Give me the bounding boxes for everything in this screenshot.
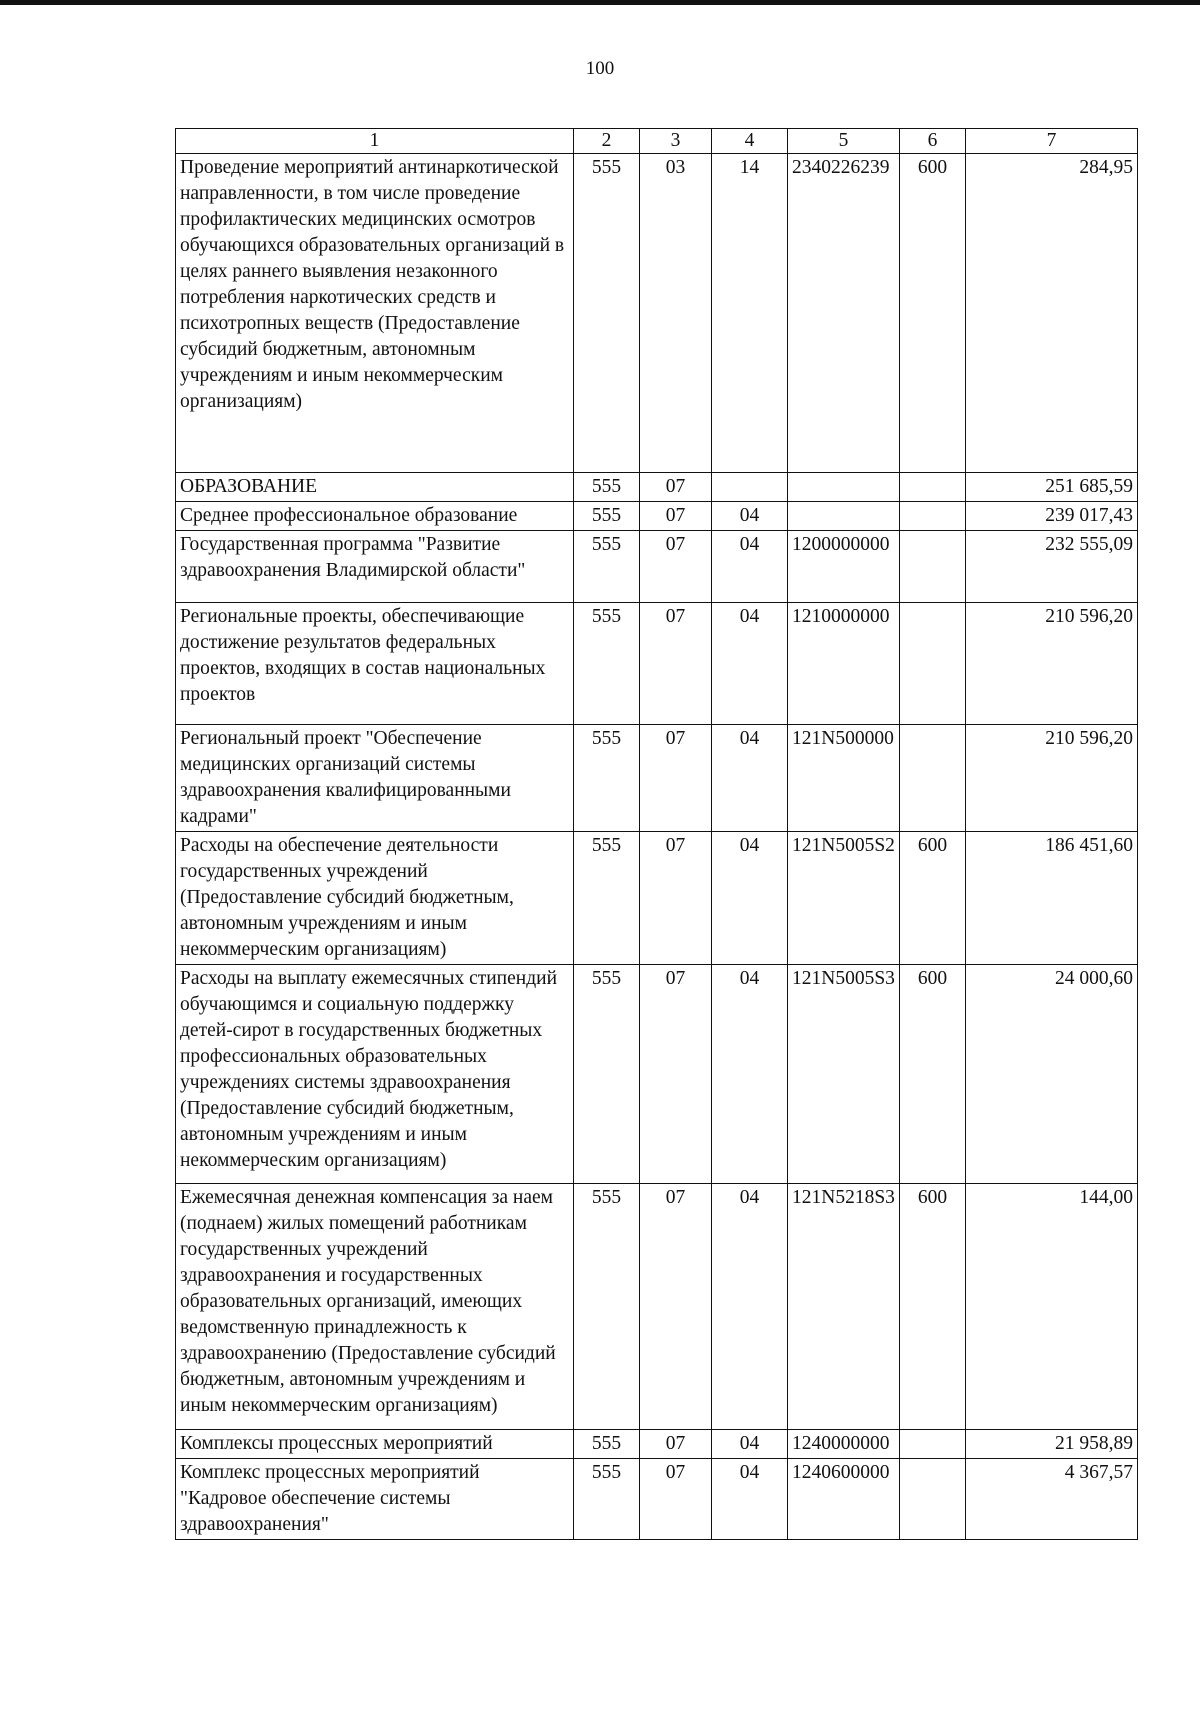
row-subsection-cell: 04 [712,1184,788,1430]
row-subsection-cell: 04 [712,1459,788,1540]
row-section-cell: 07 [640,473,712,502]
row-name-cell: Комплексы процессных мероприятий [176,1430,574,1459]
row-grbs-cell: 555 [574,832,640,965]
row-section-cell: 03 [640,154,712,473]
row-subsection-cell [712,473,788,502]
row-target-article-cell: 1240600000 [788,1459,900,1540]
header-col-5: 5 [788,129,900,154]
row-expense-type-cell [900,1430,966,1459]
header-col-6: 6 [900,129,966,154]
row-section-cell: 07 [640,725,712,832]
row-name-cell: Комплекс процессных мероприятий "Кадровое обеспечение системы здравоохранения" [176,1459,574,1540]
page-number: 100 [585,58,615,79]
row-section-cell: 07 [640,502,712,531]
table-row [176,603,1138,725]
row-name-cell: Региональные проекты, обеспечивающие достижение результатов федеральных проектов, входящих в состав национальных проектов [176,603,574,725]
row-section-cell: 07 [640,1459,712,1540]
header-col-2: 2 [574,129,640,154]
row-section-cell: 07 [640,832,712,965]
row-subsection-cell: 04 [712,1430,788,1459]
row-amount-cell: 144,00 [966,1184,1138,1430]
row-target-article-cell: 121N500000 [788,725,900,832]
row-section-cell: 07 [640,965,712,1184]
table-row [176,473,1138,502]
table-row [176,154,1138,473]
row-subsection-cell: 04 [712,502,788,531]
table-row [176,965,1138,1184]
row-amount-cell: 239 017,43 [966,502,1138,531]
row-name-cell: Государственная программа "Развитие здравоохранения Владимирской области" [176,531,574,603]
row-subsection-cell: 04 [712,965,788,1184]
row-name-cell: Расходы на обеспечение деятельности государственных учреждений (Предоставление субсидий бюджетным, автономным учреждениям и иным некоммерческим организациям) [176,832,574,965]
row-name-cell: Расходы на выплату ежемесячных стипендий обучающимся и социальную поддержку детей-сирот в государственных бюджетных профессиональных образовательных учреждениях системы здравоохранения (Предоставление субсидий бюджетным, автономным учреждениям и иным некоммерческим организациям) [176,965,574,1184]
row-grbs-cell: 555 [574,965,640,1184]
row-grbs-cell: 555 [574,473,640,502]
row-amount-cell: 210 596,20 [966,603,1138,725]
row-name-cell: Ежемесячная денежная компенсация за наем (поднаем) жилых помещений работникам государственных учреждений здравоохранения и государственных образовательных организаций, имеющих ведомственную принадлежность к здравоохранению (Предоставление субсидий бюджетным, автономным учреждениям и иным некоммерческим организациям) [176,1184,574,1430]
row-expense-type-cell [900,473,966,502]
row-name-cell: ОБРАЗОВАНИЕ [176,473,574,502]
row-expense-type-cell: 600 [900,154,966,473]
row-name-cell: Проведение мероприятий антинаркотической направленности, в том числе проведение профилактических медицинских осмотров обучающихся образовательных организаций в целях раннего выявления незаконного потребления наркотических средств и психотропных веществ (Предоставление субсидий бюджетным, автономным учреждениям и иным некоммерческим организациям) [176,154,574,473]
row-expense-type-cell: 600 [900,832,966,965]
row-subsection-cell: 04 [712,832,788,965]
row-amount-cell: 210 596,20 [966,725,1138,832]
row-subsection-cell: 04 [712,603,788,725]
row-target-article-cell: 1240000000 [788,1430,900,1459]
row-grbs-cell: 555 [574,1184,640,1430]
row-amount-cell: 24 000,60 [966,965,1138,1184]
row-expense-type-cell [900,1459,966,1540]
row-amount-cell: 21 958,89 [966,1430,1138,1459]
row-expense-type-cell [900,531,966,603]
row-subsection-cell: 04 [712,725,788,832]
row-target-article-cell: 121N5218S3 [788,1184,900,1430]
table-row [176,1184,1138,1430]
row-target-article-cell: 1200000000 [788,531,900,603]
row-target-article-cell: 121N5005S3 [788,965,900,1184]
row-expense-type-cell [900,603,966,725]
row-grbs-cell: 555 [574,1459,640,1540]
header-col-1: 1 [176,129,574,154]
table-row [176,832,1138,965]
row-amount-cell: 284,95 [966,154,1138,473]
row-name-cell: Региональный проект "Обеспечение медицинских организаций системы здравоохранения квалифицированными кадрами" [176,725,574,832]
row-section-cell: 07 [640,531,712,603]
table-row [176,1430,1138,1459]
row-section-cell: 07 [640,1184,712,1430]
row-grbs-cell: 555 [574,502,640,531]
row-target-article-cell [788,502,900,531]
row-target-article-cell: 121N5005S2 [788,832,900,965]
row-name-cell: Среднее профессиональное образование [176,502,574,531]
row-section-cell: 07 [640,1430,712,1459]
row-expense-type-cell [900,725,966,832]
row-subsection-cell: 14 [712,154,788,473]
header-row [176,129,1138,154]
row-grbs-cell: 555 [574,531,640,603]
row-expense-type-cell: 600 [900,965,966,1184]
header-col-3: 3 [640,129,712,154]
row-grbs-cell: 555 [574,725,640,832]
header-col-7: 7 [966,129,1138,154]
row-amount-cell: 186 451,60 [966,832,1138,965]
header-col-4: 4 [712,129,788,154]
budget-table [175,128,1138,1540]
row-target-article-cell: 1210000000 [788,603,900,725]
row-grbs-cell: 555 [574,603,640,725]
row-target-article-cell: 2340226239 [788,154,900,473]
row-target-article-cell [788,473,900,502]
top-border-line [0,0,1200,5]
row-expense-type-cell [900,502,966,531]
table-row [176,725,1138,832]
row-section-cell: 07 [640,603,712,725]
row-grbs-cell: 555 [574,1430,640,1459]
table-row [176,502,1138,531]
row-subsection-cell: 04 [712,531,788,603]
row-grbs-cell: 555 [574,154,640,473]
table-row [176,1459,1138,1540]
row-expense-type-cell: 600 [900,1184,966,1430]
row-amount-cell: 232 555,09 [966,531,1138,603]
table-row [176,531,1138,603]
row-amount-cell: 251 685,59 [966,473,1138,502]
row-amount-cell: 4 367,57 [966,1459,1138,1540]
